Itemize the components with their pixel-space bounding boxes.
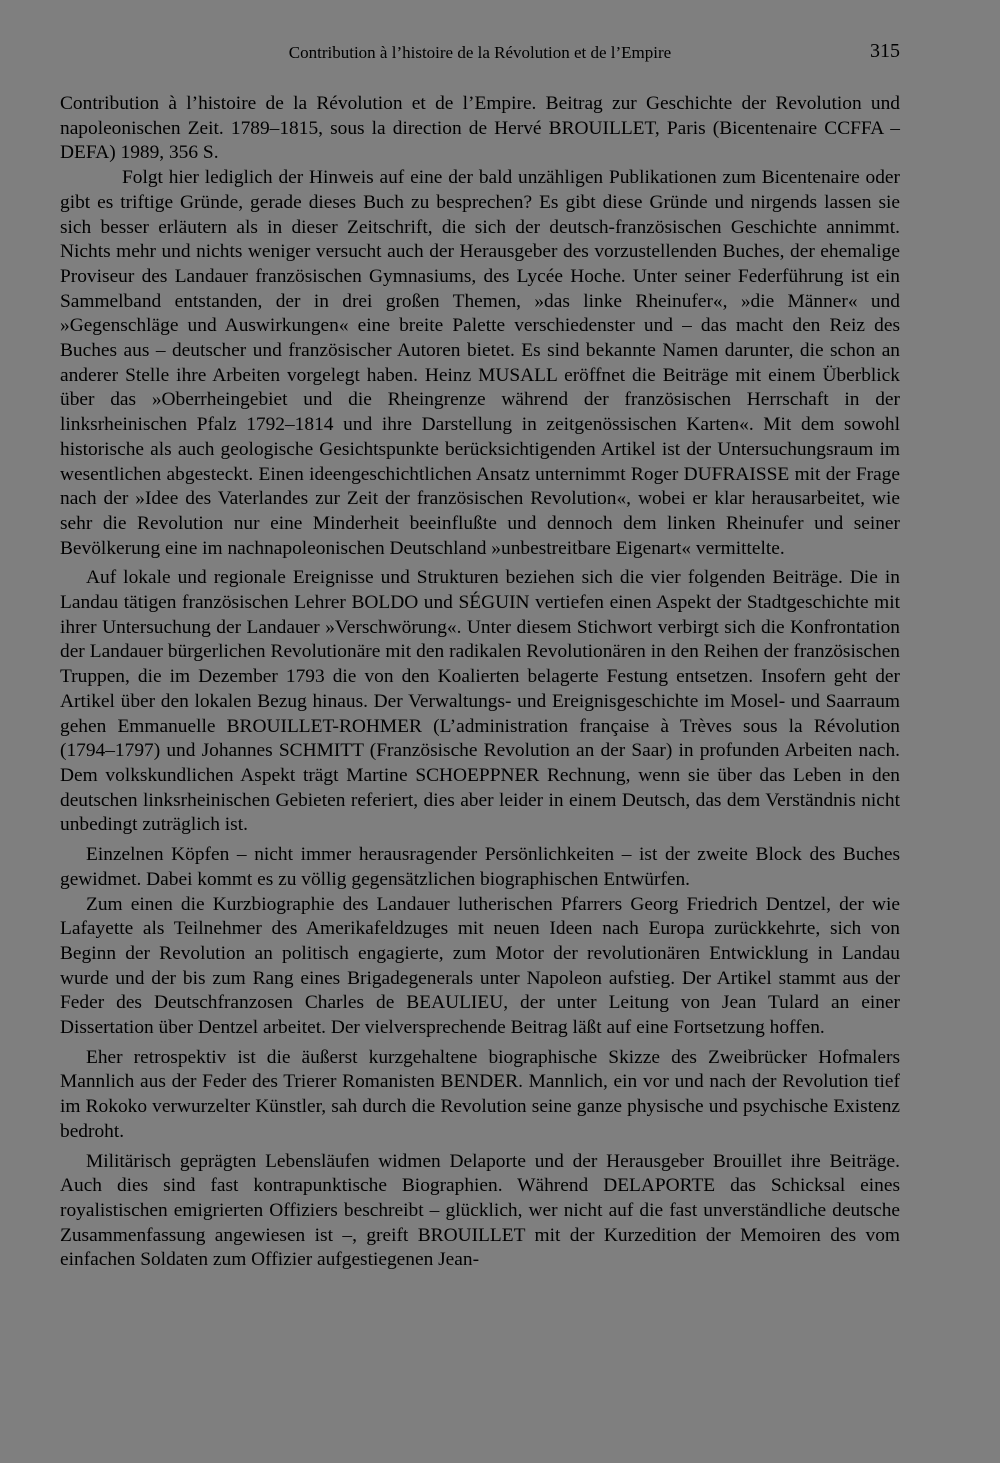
citation-paragraph: Contribution à l’histoire de la Révolution et de l’Empire. Beitrag zur Geschichte der Revolution und napoleonischen Zeit. 1789–1815, sous la direction de Hervé BROUILLET, Paris (Bicentenaire CCFFA – DEFA) 1989, 356 S.: [60, 93, 900, 164]
body-paragraph: Militärisch geprägten Lebensläufen widmen Delaporte und der Herausgeber Brouillet ihre Beiträge. Auch dies sind fast kontrapunktische Biographien. Während DELAPORTE das Schicksal eines royalistischen emigrierten Offiziers beschreibt – glücklich, wer nicht auf die fast unverständliche deutsche Zusammenfassung angewiesen ist –, greift BROUILLET mit der Kurzedition der Memoiren des vom einfachen Soldaten zum Offizier aufgestiegenen Jean-: [60, 1150, 900, 1271]
review-body: [60, 92, 900, 1273]
body-paragraph: Einzelnen Köpfen – nicht immer herausragender Persönlichkeiten – ist der zweite Block des Buches gewidmet. Dabei kommt es zu völlig gegensätzlichen biographischen Entwürfen.: [60, 844, 900, 890]
body-paragraph: Zum einen die Kurzbiographie des Landauer lutherischen Pfarrers Georg Friedrich Dentzel, der wie Lafayette als Teilnehmer des Amerikafeldzuges mit neuen Ideen nach Europa zurückkehrte, sich von Beginn der Revolution an politisch engagierte, zum Motor der revolutionären Entwicklung in Landau wurde und der bis zum Rang eines Brigadegenerals unter Napoleon aufstieg. Der Artikel stammt aus der Feder des Deutschfranzosen Charles de BEAULIEU, der unter Leitung von Jean Tulard an einer Dissertation über Dentzel arbeitet. Der vielversprechende Beitrag läßt auf eine Fortsetzung hoffen.: [60, 893, 900, 1039]
body-paragraph: Auf lokale und regionale Ereignisse und Strukturen beziehen sich die vier folgenden Beiträge. Die in Landau tätigen französischen Lehrer BOLDO und SÉGUIN vertiefen einen Aspekt der Stadtgeschichte mit ihrer Untersuchung der Landauer »Verschwörung«. Unter diesem Stichwort verbirgt sich die Konfrontation der Landauer bürgerlichen Revolutionäre mit den radikalen Revolutionären in den Reihen der französischen Truppen, die im Dezember 1793 die von den Koalierten belagerte Festung entsetzen. Insofern geht der Artikel über den lokalen Bezug hinaus. Der Verwaltungs- und Ereignisgeschichte im Mosel- und Saarraum gehen Emmanuelle BROUILLET-ROHMER (L’administration française à Trèves sous la Révolution (1794–1797) und Johannes SCHMITT (Französische Revolution an der Saar) in profunden Arbeiten nach. Dem volkskundlichen Aspekt trägt Martine SCHOEPPNER Rechnung, wenn sie über das Leben in den deutschen linksrheinischen Gebieten referiert, dies aber leider in einem Deutsch, das dem Verständnis nicht unbedingt zuträglich ist.: [60, 567, 900, 836]
body-paragraph: Folgt hier lediglich der Hinweis auf eine der bald unzähligen Publikationen zum Bicentenaire oder gibt es triftige Gründe, gerade dieses Buch zu besprechen? Es gibt diese Gründe und nirgends lassen sie sich besser erläutern als in dieser Zeitschrift, die sich der deutsch-französischen Geschichte annimmt. Nichts mehr und nichts weniger versucht auch der Herausgeber des vorzustellenden Buches, der ehemalige Proviseur des Landauer französischen Gymnasiums, des Lycée Hoche. Unter seiner Federführung ist ein Sammelband entstanden, der in drei großen Themen, »das linke Rheinufer«, »die Männer« und »Gegenschläge und Auswirkungen« eine breite Palette verschiedenster und – das macht den Reiz des Buches aus – deutscher und französischer Autoren bietet. Es sind bekannte Namen darunter, die schon an anderer Stelle ihre Arbeiten vorgelegt haben. Heinz MUSALL eröffnet die Beiträge mit einem Überblick über das »Oberrheingebiet und die Rheingrenze während der französischen Herrschaft in der linksrheinischen Pfalz 1792–1814 und ihre Darstellung in zeitgenössischen Karten«. Mit dem sowohl historische als auch geologische Gesichtspunkte berücksichtigenden Artikel ist der Untersuchungsraum im wesentlichen abgesteckt. Einen ideengeschichtlichen Ansatz unternimmt Roger DUFRAISSE mit der Frage nach der »Idee des Vaterlandes zur Zeit der französischen Revolution«, wobei er klar herausarbeitet, wie sehr die Revolution nur eine Minderheit beeinflußte und dennoch dem linken Rheinufer und seiner Bevölkerung eine im nachnapoleonischen Deutschland »unbestreitbare Eigenart« vermittelte.: [60, 167, 900, 559]
running-title: Contribution à l’histoire de la Révolution et de l’Empire: [288, 43, 672, 62]
running-head: [60, 40, 900, 66]
page-number: 315: [870, 40, 900, 62]
body-paragraph: Eher retrospektiv ist die äußerst kurzgehaltene biographische Skizze des Zweibrücker Hofmalers Mannlich aus der Feder des Trierer Romanisten BENDER. Mannlich, ein vor und nach der Revolution tief im Rokoko verwurzelter Künstler, sah durch die Revolution seine ganze physische und psychische Existenz bedroht.: [60, 1046, 900, 1142]
